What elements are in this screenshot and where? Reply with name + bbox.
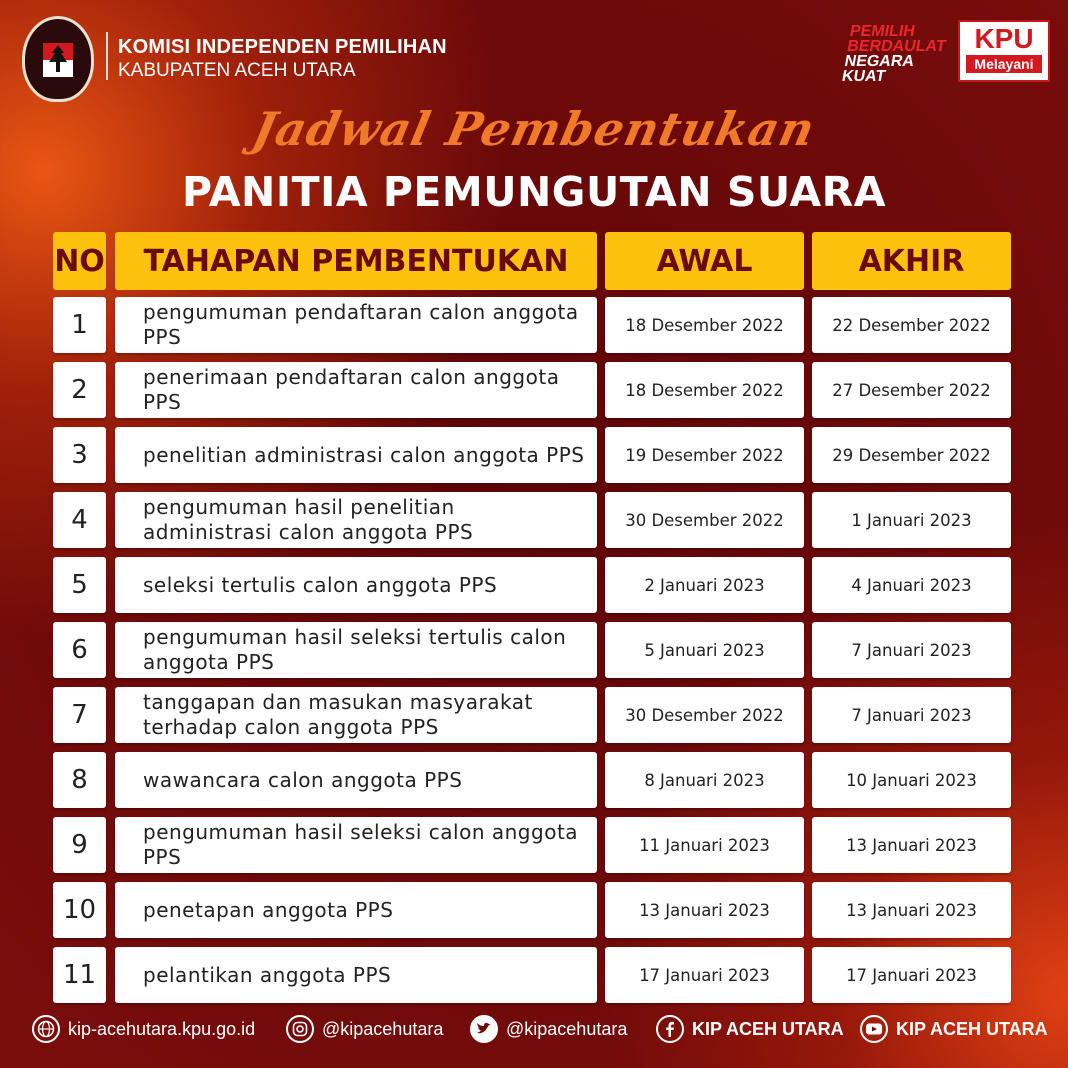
row-stage: seleksi tertulis calon anggota PPS [115,557,597,613]
row-number: 9 [53,817,106,873]
row-stage: tanggapan dan masukan masyarakat terhadap calon anggota PPS [115,687,597,743]
globe-icon [32,1015,60,1043]
footer-instagram[interactable] [286,1010,443,1048]
footer-youtube[interactable] [860,1010,1048,1048]
row-start-date: 11 Januari 2023 [605,817,804,873]
row-end-date: 13 Januari 2023 [812,882,1011,938]
facebook-icon [656,1015,684,1043]
youtube-icon [860,1015,888,1043]
row-end-date: 27 Desember 2022 [812,362,1011,418]
kip-logo [22,16,94,102]
row-stage: penelitian administrasi calon anggota PPS [115,427,597,483]
row-start-date: 17 Januari 2023 [605,947,804,1003]
website-link[interactable]: kip-acehutara.kpu.go.id [68,1018,256,1039]
row-end-date: 1 Januari 2023 [812,492,1011,548]
header-divider [106,32,108,80]
twitter-icon [470,1015,498,1043]
footer-twitter[interactable] [470,1010,627,1048]
melayani-logo-text: Melayani [966,55,1042,73]
row-stage: penerimaan pendaftaran calon anggota PPS [115,362,597,418]
org-name: KOMISI INDEPENDEN PEMILIHAN [118,36,447,58]
row-end-date: 29 Desember 2022 [812,427,1011,483]
instagram-handle[interactable]: @kipacehutara [322,1018,444,1039]
row-stage: pengumuman hasil seleksi tertulis calon anggota PPS [115,622,597,678]
row-stage: pengumuman hasil seleksi calon anggota PPS [115,817,597,873]
row-start-date: 18 Desember 2022 [605,297,804,353]
slogan [841,24,952,84]
row-start-date: 30 Desember 2022 [605,687,804,743]
row-start-date: 2 Januari 2023 [605,557,804,613]
twitter-handle[interactable]: @kipacehutara [506,1018,628,1039]
row-start-date: 19 Desember 2022 [605,427,804,483]
row-end-date: 17 Januari 2023 [812,947,1011,1003]
row-number: 11 [53,947,106,1003]
row-number: 7 [53,687,106,743]
row-start-date: 8 Januari 2023 [605,752,804,808]
row-stage: pelantikan anggota PPS [115,947,597,1003]
row-end-date: 22 Desember 2022 [812,297,1011,353]
header-no: NO [53,232,106,290]
row-end-date: 7 Januari 2023 [812,687,1011,743]
row-stage: pengumuman hasil penelitian administrasi calon anggota PPS [115,492,597,548]
kpu-melayani-logo [958,20,1050,82]
row-end-date: 4 Januari 2023 [812,557,1011,613]
row-end-date: 7 Januari 2023 [812,622,1011,678]
row-number: 2 [53,362,106,418]
row-stage: penetapan anggota PPS [115,882,597,938]
slogan-line-2: NEGARA KUAT [840,53,915,85]
script-title: Jadwal Pembentukan [247,102,821,156]
youtube-name[interactable]: KIP ACEH UTARA [896,1018,1048,1039]
org-subtitle: KABUPATEN ACEH UTARA [118,60,356,81]
kpu-logo-text: KPU [974,23,1034,54]
footer-facebook[interactable] [656,1010,844,1048]
facebook-name[interactable]: KIP ACEH UTARA [692,1018,844,1039]
header-start: AWAL [605,232,804,290]
slogan-line-1: PEMILIH BERDAULAT [845,23,948,55]
page-title: PANITIA PEMUNGUTAN SUARA [182,168,886,216]
row-start-date: 13 Januari 2023 [605,882,804,938]
row-start-date: 18 Desember 2022 [605,362,804,418]
footer-website[interactable] [32,1010,255,1048]
header-end: AKHIR [812,232,1011,290]
row-start-date: 5 Januari 2023 [605,622,804,678]
row-end-date: 13 Januari 2023 [812,817,1011,873]
row-number: 5 [53,557,106,613]
row-number: 4 [53,492,106,548]
row-stage: pengumuman pendaftaran calon anggota PPS [115,297,597,353]
row-end-date: 10 Januari 2023 [812,752,1011,808]
row-number: 10 [53,882,106,938]
row-number: 6 [53,622,106,678]
header-stage: TAHAPAN PEMBENTUKAN [115,232,597,290]
row-number: 1 [53,297,106,353]
instagram-icon [286,1015,314,1043]
row-number: 3 [53,427,106,483]
row-number: 8 [53,752,106,808]
row-start-date: 30 Desember 2022 [605,492,804,548]
row-stage: wawancara calon anggota PPS [115,752,597,808]
